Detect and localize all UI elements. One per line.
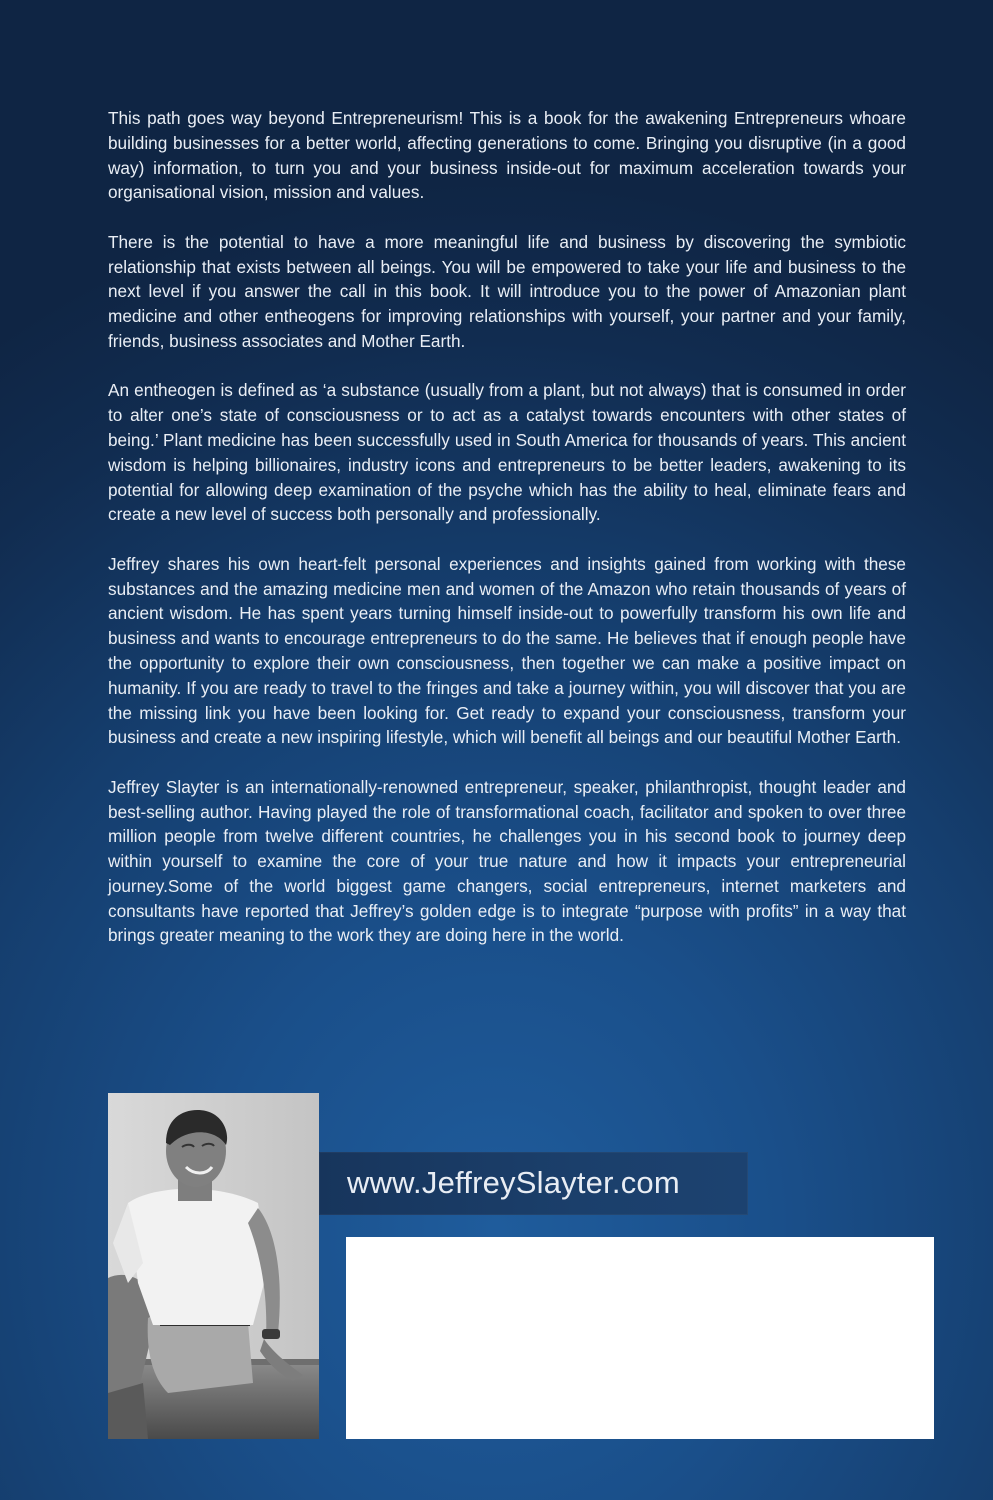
author-portrait-photo (108, 1093, 319, 1439)
blurb-paragraph-intro: This path goes way beyond Entrepreneurism! This is a book for the awakening Entrepreneurs whoare building businesses for a better world, affecting generations to come. Bringing you disruptive (in a good way) information, to turn you and your business inside-out for maximum acceleration towards your organisational vision, mission and values. (108, 108, 906, 203)
barcode-area (346, 1237, 934, 1439)
blurb-text (108, 106, 906, 973)
website-url[interactable]: www.JeffreySlayter.com (347, 1165, 680, 1200)
blurb-paragraph-potential: There is the potential to have a more meaningful life and business by discovering the symbiotic relationship that exists between all beings. You will be empowered to take your life and business to the next level if you answer the call in this book. It will introduce you to the power of Amazonian plant medicine and other entheogens for improving relationships with yourself, your partner and your family, friends, business associates and Mother Earth. (108, 231, 906, 351)
blurb-paragraph-experiences: Jeffrey shares his own heart-felt personal experiences and insights gained from working with these substances and the amazing medicine men and women of the Amazon who retain thousands of years of ancient wisdom. He has spent years turning himself inside-out to powerfully transform his own life and business and wants to encourage entrepreneurs to do the same. He believes that if enough people have the opportunity to explore their own consciousness, then together we can make a positive impact on humanity. If you are ready to travel to the fringes and take a journey within, you will discover that you are the missing link you have been looking for. Get ready to expand your consciousness, transform your business and create a new inspiring lifestyle, which will benefit all beings and our beautiful Mother Earth. (108, 553, 906, 748)
blurb-paragraph-entheogen: An entheogen is defined as ‘a substance (usually from a plant, but not always) that is consumed in order to alter one’s state of consciousness or to act as a catalyst towards encounters with other states of being.’ Plant medicine has been successfully used in South America for thousands of years. This ancient wisdom is helping billionaires, industry icons and entrepreneurs to be better leaders, awakening to its potential for allowing deep examination of the psyche which has the ability to heal, eliminate fears and create a new level of success both personally and professionally. (108, 380, 906, 525)
author-photo (108, 1093, 319, 1439)
blurb-paragraph-author-bio: Jeffrey Slayter is an internationally-renowned entrepreneur, speaker, philanthropist, thought leader and best-selling author. Having played the role of transformational coach, facilitator and spoken to over three million people from twelve different countries, he challenges you in his second book to journey deep within yourself to examine the core of your true nature and how it impacts your entrepreneurial journey.Some of the world biggest game changers, social entrepreneurs, internet marketers and consultants have reported that Jeffrey’s golden edge is to integrate “purpose with profits” in a way that brings greater meaning to the work they are doing here in the world. (108, 776, 906, 946)
website-banner (319, 1152, 748, 1215)
